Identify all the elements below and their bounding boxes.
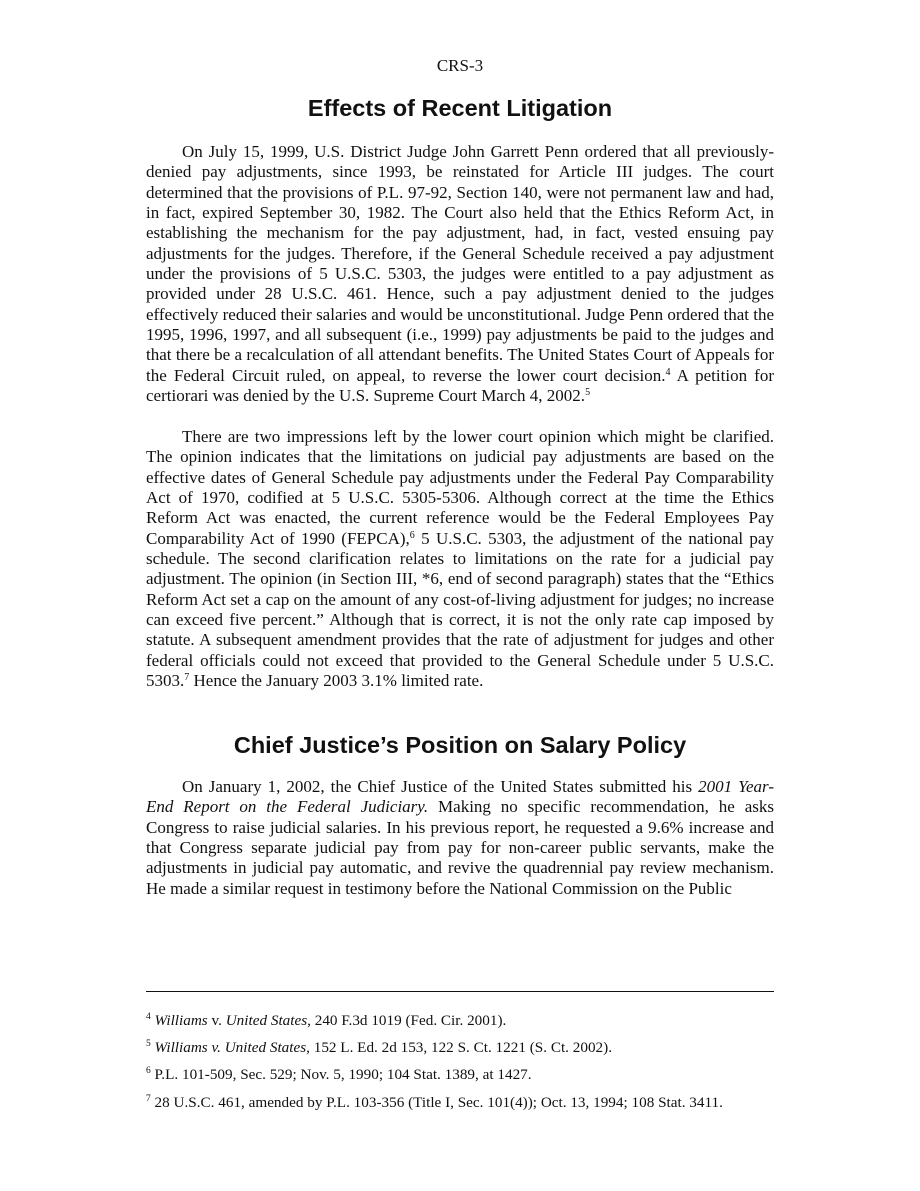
paragraph-text: On January 1, 2002, the Chief Justice of the United States submitted his	[182, 777, 699, 796]
footnote-divider	[146, 991, 774, 992]
section-chief-justice-position	[146, 731, 774, 899]
section-title: Chief Justice’s Position on Salary Policy	[233, 732, 687, 758]
paragraph-text: Hence the January 2003 3.1% limited rate.	[189, 671, 484, 691]
case-name: Williams	[154, 1012, 208, 1029]
section-effects-of-recent-litigation	[146, 94, 774, 691]
report-title: 2001 Year-End Report on the Federal Judiciary.	[146, 777, 774, 817]
footnote-number: 6	[146, 1066, 151, 1077]
footnote-text: , 240 F.3d 1019 (Fed. Cir. 2001).	[307, 1012, 507, 1029]
footnote	[146, 1039, 786, 1057]
case-name: United States	[225, 1012, 308, 1029]
footnote-ref[interactable]: 4	[665, 366, 671, 378]
paragraph-text: 5 U.S.C. 5303, the adjustment of the national pay schedule. The second clarification relates to limitations on the rate for a judicial pay adjustment. The opinion (in Section III, *6, end of second paragraph) states that the “Ethics Reform Act set a cap on the amount of any cost-of-living adjustment for judges; no increase can exceed five percent.” Although that is correct, it is not the only rate cap imposed by statute. A subsequent amendment provides that the rate of adjustment for judges and other federal officials could not exceed that provided to the General Schedule under 5 U.S.C. 5303.	[146, 528, 774, 691]
footnote-ref[interactable]: 7	[184, 672, 190, 684]
paragraph	[146, 777, 774, 899]
page-header: CRS-3	[436, 56, 484, 75]
footnote-text: , 152 L. Ed. 2d 153, 122 S. Ct. 1221 (S. Ct. 2002).	[306, 1039, 612, 1057]
footnote	[146, 1094, 786, 1112]
paragraph	[146, 427, 774, 691]
footnote-number: 7	[146, 1093, 151, 1104]
paragraph-text: There are two impressions left by the lower court opinion which might be clarified. The opinion indicates that the limitations on judicial pay adjustments are based on the effective dates of General Schedule pay adjustments under the Federal Pay Comparability Act of 1970, codified at 5 U.S.C. 5305-5306. Although correct at the time the Ethics Reform Act was enacted, the current reference would be the Federal Employees Pay Comparability Act of 1990 (FEPCA),	[146, 426, 774, 548]
footnotes	[146, 1012, 786, 1121]
section-title: Effects of Recent Litigation	[307, 95, 613, 121]
footnote-text: v.	[207, 1012, 226, 1029]
footnote-text: 28 U.S.C. 461, amended by P.L. 103-356 (Title I, Sec. 101(4)); Oct. 13, 1994; 108 Stat. 3411.	[154, 1093, 723, 1111]
paragraph	[146, 142, 774, 406]
footnote	[146, 1012, 786, 1030]
footnote-ref[interactable]: 6	[409, 529, 415, 541]
paragraph-text: On July 15, 1999, U.S. District Judge John Garrett Penn ordered that all previously-denied pay adjustments, since 1993, be reinstated for Article III judges. The court determined that the provisions of P.L. 97-92, Section 140, were not permanent law and had, in fact, expired September 30, 1982. The Court also held that the Ethics Reform Act, in establishing the mechanism for the pay adjustment, had, in fact, vested ensuing pay adjustments for the judges. Therefore, if the General Schedule received a pay adjustment under the provisions of 5 U.S.C. 5303, the judges were entitled to a pay adjustment as provided under 28 U.S.C. 461. Hence, such a pay adjustment denied to the judges effectively reduced their salaries and would be unconstitutional. Judge Penn ordered that the 1995, 1996, 1997, and all subsequent (i.e., 1999) pay adjustments be paid to the judges and that there be a recalculation of all attendant benefits. The United States Court of Appeals for the Federal Circuit ruled, on appeal, to reverse the lower court decision.	[146, 142, 775, 385]
footnote-number: 5	[146, 1039, 151, 1050]
paragraph-text: Making no specific recommendation, he asks Congress to raise judicial salaries. In his previous report, he requested a 9.6% increase and that Congress separate judicial pay from pay for non-career public servants, make the adjustments in judicial pay automatic, and revive the quadrennial pay review mechanism. He made a similar request in testimony before the National Commission on the Public	[146, 797, 774, 898]
paragraph-text: A petition for certiorari was denied by the U.S. Supreme Court March 4, 2002.	[146, 365, 774, 406]
footnote-number: 4	[146, 1012, 151, 1022]
footnote	[146, 1066, 786, 1084]
case-name: Williams v. United States	[154, 1039, 307, 1057]
footnote-text: P.L. 101-509, Sec. 529; Nov. 5, 1990; 104 Stat. 1389, at 1427.	[154, 1066, 532, 1084]
footnote-ref[interactable]: 5	[585, 387, 591, 399]
